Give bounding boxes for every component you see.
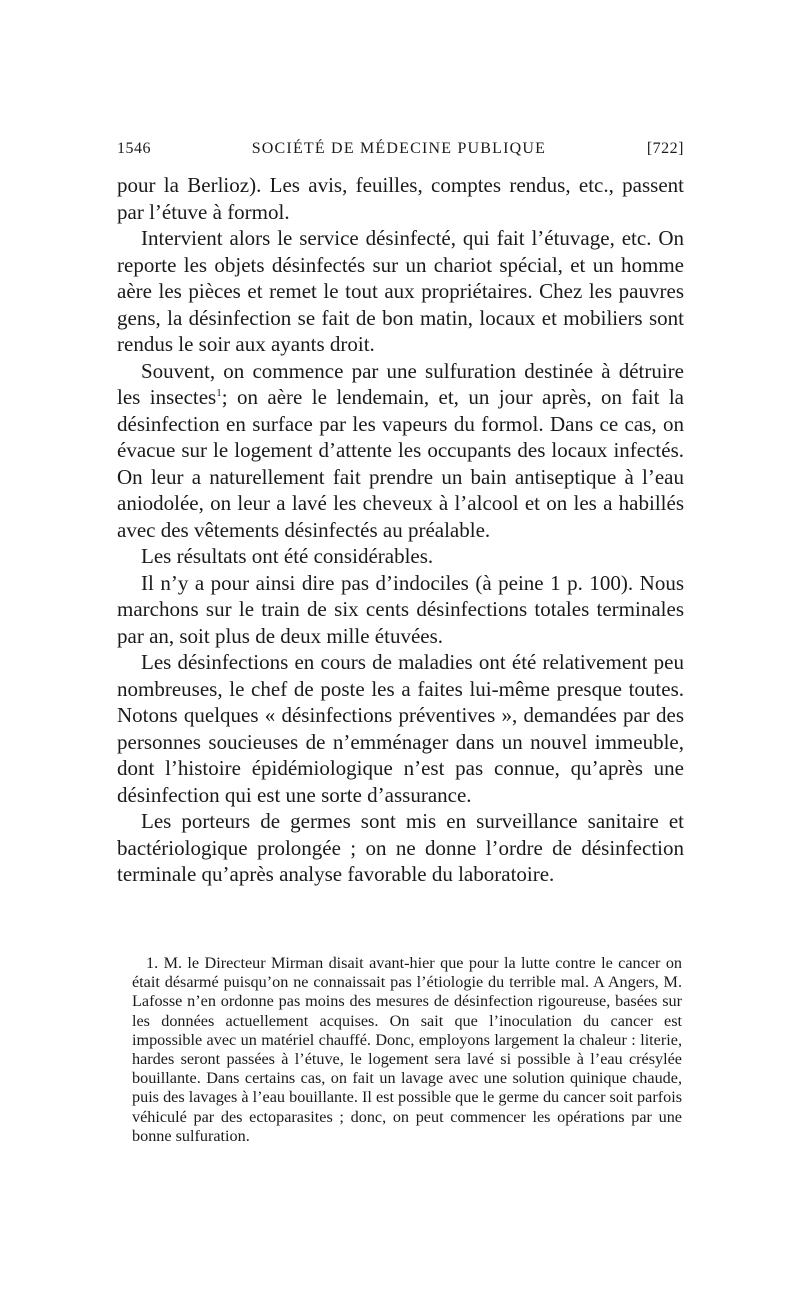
footnote-marker: 1. (146, 954, 159, 972)
paragraph: Les désinfections en cours de maladies ont été relativement peu nombreuses, le chef de poste les a faites lui-même presque toutes. Notons quelques « désinfections préventives », demandées par des personnes soucieuses de n’emménager dans un nouvel immeuble, dont l’histoire épidémiologique n’est pas connue, qu’après une désinfection qui est une sorte d’assurance. (117, 650, 684, 807)
original-page-number: [722] (646, 140, 684, 157)
paragraph: Il n’y a pour ainsi dire pas d’indociles (à peine 1 p. 100). Nous marchons sur le train de six cents désinfections totales terminales par an, soit plus de deux mille étuvées. (117, 570, 684, 648)
paragraph: pour la Berlioz). Les avis, feuilles, comptes rendus, etc., passent par l’étuve à formol. (117, 173, 684, 224)
running-header (117, 140, 684, 158)
page-number: 1546 (117, 140, 151, 157)
paragraph-text: ; on aère le lendemain, et, un jour après, on fait la désinfection en surface par les vapeurs du formol. Dans ce cas, on évacue sur le logement d’attente les occupants des locaux infectés. On leur a naturellement fait prendre un bain antiseptique à l’eau aniodolée, on leur a lavé les cheveux à l’alcool et on les a habillés avec des vêtements désinfectés au préalable. (117, 385, 684, 542)
paragraph (117, 358, 684, 544)
footnote (132, 954, 682, 1146)
paragraph: Intervient alors le service désinfecté, qui fait l’étuvage, etc. On reporte les objets désinfectés sur un chariot spécial, et un homme aère les pièces et remet le tout aux propriétaires. Chez les pauvres gens, la désinfection se fait de bon matin, locaux et mobiliers sont rendus le soir aux ayants droit. (117, 226, 684, 356)
paragraph: Les porteurs de germes sont mis en surveillance sanitaire et bactériologique prolongée ; on ne donne l’ordre de désinfection terminale qu’après analyse favorable du laboratoire. (117, 809, 684, 886)
running-title: SOCIÉTÉ DE MÉDECINE PUBLIQUE (251, 140, 547, 157)
footnote-text: M. le Directeur Mirman disait avant-hier que pour la lutte contre le cancer on était désarmé puisqu’on ne connaissait pas l’étiologie du terrible mal. A Angers, M. Lafosse n’en ordonne pas moins des mesures de désinfection rigoureuse, basées sur les données actuellement acquises. On sait que l’inoculation du cancer est impossible avec un matériel chauffé. Donc, employons largement la chaleur : literie, hardes seront passées à l’étuve, le logement sera lavé si possible à l’eau crésylée bouillante. Dans certains cas, on fait un lavage avec une solution quinique chaude, puis des lavages à l’eau bouillante. Il est possible que le germe du cancer soit parfois véhiculé par des ectoparasites ; donc, on peut commencer les opérations par une bonne sulfuration. (132, 954, 683, 1145)
footnotes (132, 954, 682, 1146)
body-text (117, 172, 684, 888)
page (117, 140, 684, 888)
footnote-reference: 1 (216, 387, 222, 399)
paragraph-text: Souvent, on commence par une sulfuration destinée à détruire les insectes (117, 358, 684, 409)
paragraph: Les résultats ont été considérables. (141, 544, 434, 568)
